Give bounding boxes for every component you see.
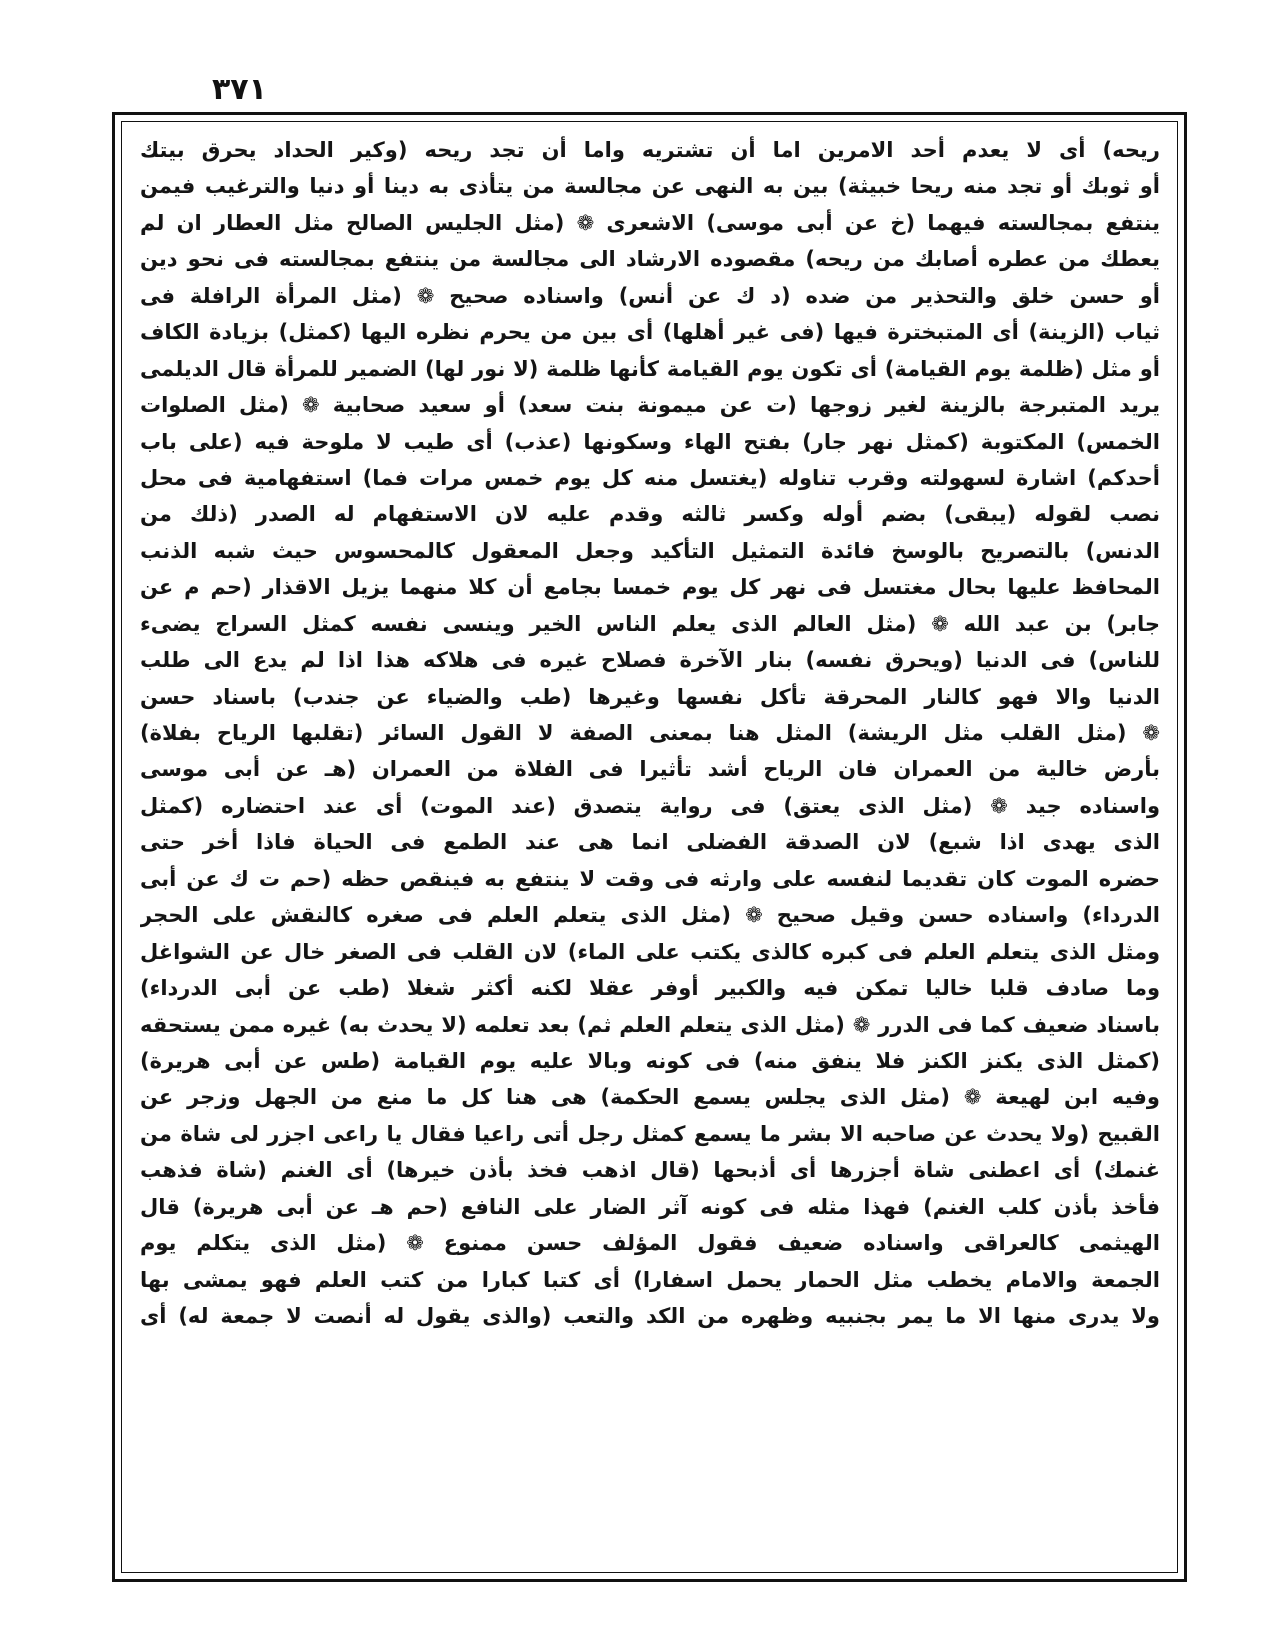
text-line: باسناد ضعيف كما فى الدرر ❁ (مثل الذى يتعلم العلم ثم) بعد تعلمه (لا يحدث به) غيره ممن يستحقه (140, 1012, 1160, 1037)
text-line: بأرض خالية من العمران فان الرياح أشد تأثيرا فى الفلاة من العمران (هـ عن أبى موسى (140, 757, 1160, 782)
page-number: ٣٧١ (212, 72, 267, 107)
text-line: أو حسن خلق والتحذير من ضده (د ك عن أنس) واسناده صحيح ❁ (مثل المرأة الرافلة فى (140, 283, 1160, 308)
text-line: ثياب (الزينة) أى المتبخترة فيها (فى غير أهلها) أى بين من يحرم نظره اليها (كمثل) بزيادة الكاف (140, 320, 1160, 345)
text-line: جابر) بن عبد الله ❁ (مثل العالم الذى يعلم الناس الخير وينسى نفسه كمثل السراج يضىء (140, 611, 1160, 636)
text-line: ريحه) أى لا يعدم أحد الامرين اما أن تشتريه واما أن تجد ريحه (وكير الحداد يحرق بيتك (140, 138, 1160, 162)
text-line: ومثل الذى يتعلم العلم فى كبره كالذى يكتب على الماء) لان القلب فى الصغر خال عن الشواغل (140, 939, 1160, 964)
text-line: للناس) فى الدنيا (ويحرق نفسه) بنار الآخرة فصلاح غيره فى هلاكه هذا اذا لم يدع الى طلب (140, 648, 1160, 673)
text-line: الهيثمى كالعراقى واسناده ضعيف فقول المؤلف حسن ممنوع ❁ (مثل الذى يتكلم يوم (140, 1231, 1160, 1256)
text-line: الخمس) المكتوبة (كمثل نهر جار) بفتح الهاء وسكونها (عذب) أى طيب لا ملوحة فيه (على باب (140, 429, 1160, 454)
text-line: المحافظ عليها بحال مغتسل فى نهر كل يوم خمسا بجامع أن كلا منهما يزيل الاقذار (حم م عن (140, 575, 1160, 600)
text-line: ينتفع بمجالسته فيهما (خ عن أبى موسى) الاشعرى ❁ (مثل الجليس الصالح مثل العطار ان لم (140, 210, 1160, 235)
text-line: الذى يهدى اذا شبع) لان الصدقة الفضلى انما هى عند الطمع فى الحياة فاذا أخر حتى (140, 830, 1160, 855)
text-line: ❁ (مثل القلب مثل الريشة) المثل هنا بمعنى الصفة لا القول السائر (تقلبها الرياح بفلاة) (140, 721, 1160, 745)
text-line: ولا يدرى منها الا ما يمر بجنبيه وظهره من الكد والتعب (والذى يقول له أنصت لا جمعة له) أى (140, 1304, 1160, 1328)
text-line: (كمثل الذى يكنز الكنز فلا ينفق منه) فى كونه وبالا عليه يوم القيامة (طس عن أبى هريرة) (140, 1048, 1160, 1073)
text-line: يعطك من عطره أصابك من ريحه) مقصوده الارشاد الى مجالسة من ينتفع بمجالسته فى نحو دين (140, 247, 1160, 272)
text-line: أو ثوبك أو تجد منه ريحا خبيثة) بين به النهى عن مجالسة من يتأذى به دينا أو دنيا والترغيب فيمن (140, 174, 1160, 199)
text-line: القبيح (ولا يحدث عن صاحبه الا بشر ما يسمع كمثل رجل أتى راعيا فقال يا راعى اجزر لى شاة من (140, 1121, 1160, 1146)
text-line: أو مثل (ظلمة يوم القيامة) أى تكون يوم القيامة كأنها ظلمة (لا نور لها) الضمير للمرأة قال الديلمى (140, 356, 1160, 381)
text-line: وفيه ابن لهيعة ❁ (مثل الذى يجلس يسمع الحكمة) هى هنا كل ما منع من الجهل وزجر عن (140, 1085, 1160, 1110)
text-line: نصب لقوله (يبقى) بضم أوله وكسر ثالثه وقدم عليه لان الاستفهام له الصدر (ذلك من (140, 502, 1160, 527)
text-line: الدنس) بالتصريح بالوسخ فائدة التمثيل التأكيد وجعل المعقول كالمحسوس حيث شبه الذنب (140, 538, 1160, 563)
text-line: يريد المتبرجة بالزينة لغير زوجها (ت عن ميمونة بنت سعد) أو سعيد صحابية ❁ (مثل الصلوات (140, 393, 1160, 418)
text-line: أحدكم) اشارة لسهولته وقرب تناوله (يغتسل منه كل يوم خمس مرات فما) استفهامية فى محل (140, 465, 1160, 490)
text-line: فأخذ بأذن كلب الغنم) فهذا مثله فى كونه آثر الضار على النافع (حم هـ عن أبى هريرة) قال (140, 1194, 1160, 1219)
text-line: واسناده جيد ❁ (مثل الذى يعتق) فى رواية يتصدق (عند الموت) أى عند احتضاره (كمثل (140, 793, 1160, 818)
text-line: غنمك) أى اعطنى شاة أجزرها أى أذبحها (قال اذهب فخذ بأذن خيرها) أى الغنم (شاة فذهب (140, 1158, 1160, 1183)
text-line: الجمعة والامام يخطب مثل الحمار يحمل اسفارا) أى كتبا كبارا من كتب العلم فهو يمشى بها (140, 1267, 1160, 1292)
text-line: وما صادف قلبا خاليا تمكن فيه والكبير أوفر عقلا لكنه أكثر شغلا (طب عن أبى الدرداء) (140, 976, 1160, 1001)
text-line: الدرداء) واسناده حسن وقيل صحيح ❁ (مثل الذى يتعلم العلم فى صغره كالنقش على الحجر (140, 903, 1160, 928)
text-line: حضره الموت كان تقديما لنفسه على وارثه فى وقت لا ينتفع به فينقص حظه (حم ت ك عن أبى (140, 866, 1160, 891)
text-line: الدنيا والا فهو كالنار المحرقة تأكل نفسها وغيرها (طب والضياء عن جندب) باسناد حسن (140, 684, 1160, 709)
body-text (140, 132, 1160, 1562)
